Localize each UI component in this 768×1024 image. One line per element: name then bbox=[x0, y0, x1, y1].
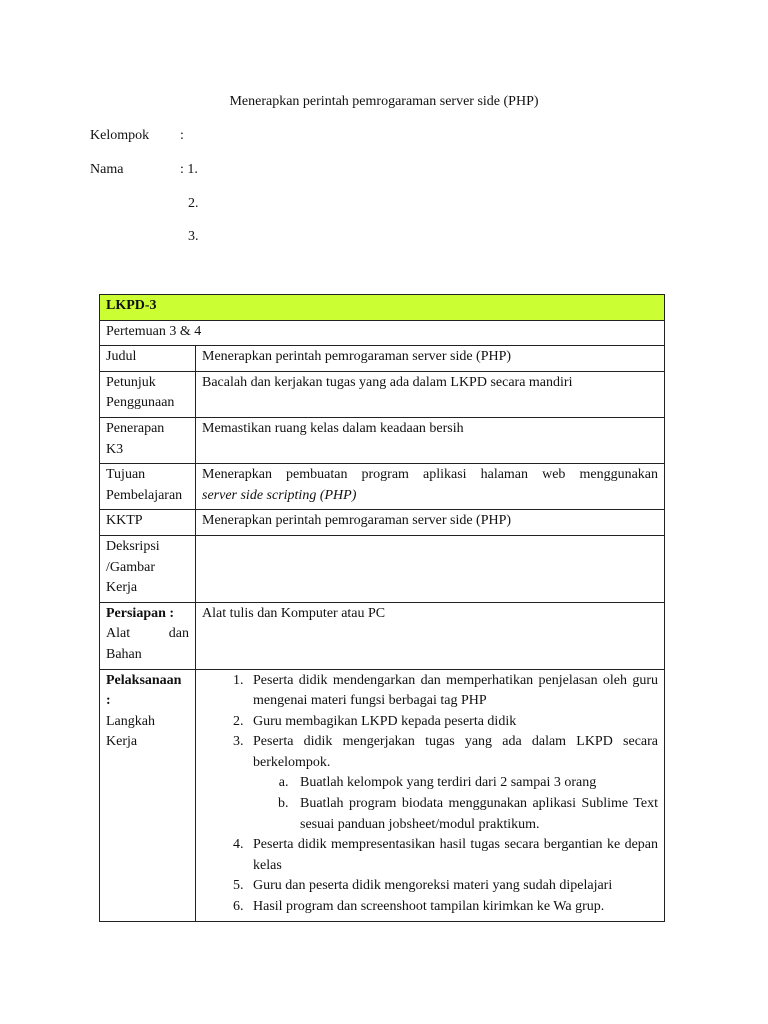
pelaksanaan-label-colon: : bbox=[106, 693, 111, 709]
table-row-persiapan bbox=[100, 602, 665, 669]
tujuan-label bbox=[100, 464, 196, 510]
list-item: 5. Guru dan peserta didik mengoreksi materi yang sudah dipelajari bbox=[247, 876, 658, 897]
persiapan-label-dan: dan bbox=[168, 626, 189, 642]
list-item bbox=[247, 732, 658, 835]
table-row-session bbox=[100, 320, 665, 346]
list-item: a. Buatlah kelompok yang terdiri dari 2 sampai 3 orang bbox=[292, 773, 658, 794]
persiapan-label-line-2 bbox=[106, 624, 189, 645]
session-label: Pertemuan 3 & 4 bbox=[100, 320, 665, 346]
deskripsi-label-line-2: /Gambar bbox=[106, 559, 155, 575]
sub-steps-list bbox=[253, 773, 658, 835]
nama-item-3: 3. bbox=[188, 229, 199, 244]
pelaksanaan-label-bold: Pelaksanaan bbox=[106, 672, 182, 688]
persiapan-label bbox=[100, 602, 196, 669]
k3-label-line-1: Penerapan bbox=[106, 420, 165, 436]
pelaksanaan-value bbox=[196, 669, 665, 921]
list-item: 1. Peserta didik mendengarkan dan memperhatikan penjelasan oleh guru mengenai materi fungsi berbagai tag PHP bbox=[247, 671, 658, 712]
steps-list bbox=[202, 671, 658, 918]
table-row-kktp bbox=[100, 510, 665, 536]
persiapan-label-alat: Alat bbox=[106, 626, 131, 642]
tujuan-value bbox=[196, 464, 665, 510]
persiapan-label-bold: Persiapan : bbox=[106, 605, 175, 621]
persiapan-label-line-3: Bahan bbox=[106, 646, 142, 662]
petunjuk-label-line-1: Petunjuk bbox=[106, 374, 156, 390]
kktp-label: KKTP bbox=[100, 510, 196, 536]
deskripsi-label-line-1: Deksripsi bbox=[106, 538, 160, 554]
petunjuk-label bbox=[100, 371, 196, 417]
judul-value: Menerapkan perintah pemrogaraman server side (PHP) bbox=[196, 346, 665, 372]
table-row-deskripsi bbox=[100, 535, 665, 602]
pelaksanaan-label bbox=[100, 669, 196, 921]
k3-value: Memastikan ruang kelas dalam keadaan bersih bbox=[196, 417, 665, 463]
table-row-k3 bbox=[100, 417, 665, 463]
nama-item-1: : 1. bbox=[180, 162, 198, 177]
table-row-pelaksanaan bbox=[100, 669, 665, 921]
table-row-petunjuk bbox=[100, 371, 665, 417]
lkpd-table bbox=[99, 294, 665, 922]
deskripsi-value bbox=[196, 535, 665, 602]
deskripsi-label bbox=[100, 535, 196, 602]
step-3-text: Peserta didik mengerjakan tugas yang ada dalam LKPD secara berkelompok. bbox=[253, 734, 658, 770]
pelaksanaan-label-line-3: Kerja bbox=[106, 734, 138, 750]
petunjuk-value: Bacalah dan kerjakan tugas yang ada dalam LKPD secara mandiri bbox=[196, 371, 665, 417]
kelompok-separator: : bbox=[180, 128, 184, 143]
kktp-value: Menerapkan perintah pemrogaraman server side (PHP) bbox=[196, 510, 665, 536]
list-item: 2. Guru membagikan LKPD kepada peserta didik bbox=[247, 712, 658, 733]
k3-label bbox=[100, 417, 196, 463]
tujuan-label-line-1: Tujuan bbox=[106, 467, 146, 483]
list-item: 4. Peserta didik mempresentasikan hasil tugas secara bergantian ke depan kelas bbox=[247, 835, 658, 876]
petunjuk-label-line-2: Penggunaan bbox=[106, 395, 175, 411]
table-row-heading bbox=[100, 295, 665, 321]
document-title: Menerapkan perintah pemrogaraman server side (PHP) bbox=[229, 94, 539, 109]
kelompok-line bbox=[90, 126, 184, 146]
pelaksanaan-label-line-2: Langkah bbox=[106, 713, 155, 729]
nama-label: Nama bbox=[90, 162, 124, 177]
tujuan-value-text: Menerapkan pembuatan program aplikasi halaman web menggunakan bbox=[202, 467, 658, 483]
nama-line bbox=[90, 160, 198, 180]
nama-item-2: 2. bbox=[188, 196, 199, 211]
tujuan-label-line-2: Pembelajaran bbox=[106, 487, 183, 503]
table-row-tujuan bbox=[100, 464, 665, 510]
k3-label-line-2: K3 bbox=[106, 441, 124, 457]
lkpd-heading: LKPD-3 bbox=[100, 295, 665, 321]
deskripsi-label-line-3: Kerja bbox=[106, 580, 138, 596]
kelompok-label: Kelompok bbox=[90, 128, 150, 143]
persiapan-value: Alat tulis dan Komputer atau PC bbox=[196, 602, 665, 669]
list-item: 6. Hasil program dan screenshoot tampilan kirimkan ke Wa grup. bbox=[247, 897, 658, 918]
judul-label: Judul bbox=[100, 346, 196, 372]
table-row-judul bbox=[100, 346, 665, 372]
list-item: b. Buatlah program biodata menggunakan aplikasi Sublime Text sesuai panduan jobsheet/modul praktikum. bbox=[292, 794, 658, 835]
tujuan-value-italic: server side scripting (PHP) bbox=[202, 487, 357, 503]
